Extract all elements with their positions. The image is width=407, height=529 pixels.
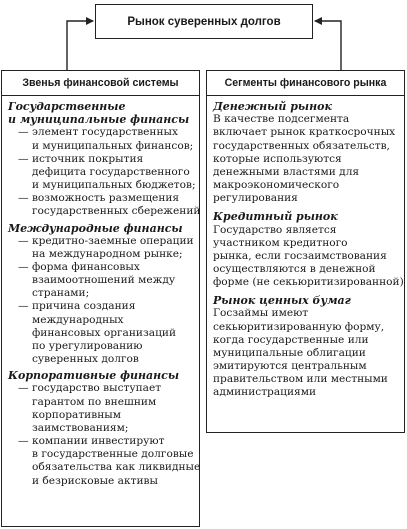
- root-node-box: [95, 4, 313, 39]
- market-section-line: рынка, если госзаимствования: [213, 249, 387, 262]
- list-item: [8, 153, 195, 192]
- list-item-line: — компании инвестируют: [18, 435, 165, 448]
- list-item: [8, 235, 195, 261]
- market-section-line: участником кредитного: [213, 236, 348, 249]
- root-node-title: Рынок суверенных долгов: [127, 15, 281, 28]
- list-item: [8, 126, 195, 152]
- section-title-line: Корпоративные финансы: [8, 369, 180, 383]
- financial-market-body: [207, 96, 404, 400]
- list-item-line: — возможность размещения: [18, 192, 180, 205]
- market-section-line: включает рынок краткосрочных: [213, 126, 396, 139]
- list-item-line: дефицита государственного: [32, 165, 190, 178]
- market-section-line: государственных обязательств,: [213, 139, 390, 152]
- financial-market-box: [206, 70, 405, 433]
- market-section-line: регулирования: [213, 192, 298, 205]
- system-section-title: [8, 369, 195, 382]
- market-section-line: осуществляются в денежной: [213, 262, 376, 275]
- list-item-line: и безрисковые активы: [32, 474, 158, 487]
- list-item-line: — элемент государственных: [18, 126, 178, 139]
- list-item-line: на международном рынке;: [32, 247, 183, 260]
- list-item: [8, 300, 195, 366]
- market-section-line: секьюритизированную форму,: [213, 320, 385, 333]
- market-section-title: Рынок ценных бумаг: [213, 294, 351, 308]
- market-section-line: муниципальные облигации: [213, 346, 366, 359]
- list-item: [8, 382, 195, 435]
- market-section-line: правительством или местными: [213, 373, 388, 386]
- section-title-line: Государственные: [8, 100, 126, 113]
- list-item-line: и муниципальных финансов;: [32, 139, 194, 152]
- list-item: [8, 192, 201, 218]
- list-item-line: взаимоотношений между: [32, 274, 176, 287]
- market-section-line: администрациями: [213, 386, 317, 399]
- market-section-line: которые используются: [213, 152, 342, 165]
- list-item: [8, 261, 195, 300]
- right-connector-arrow: [315, 21, 341, 70]
- list-item-line: — государство выступает: [18, 382, 162, 395]
- list-item-line: странами;: [32, 287, 90, 300]
- list-item-line: — источник покрытия: [18, 152, 144, 165]
- list-item-line: международных: [32, 313, 124, 326]
- market-section-line: В качестве подсегмента: [213, 113, 350, 126]
- list-item-line: — причина создания: [18, 300, 136, 313]
- market-section-line: Государство является: [213, 223, 337, 236]
- financial-system-body: [2, 96, 199, 488]
- section-title-line: и муниципальные финансы: [8, 113, 190, 127]
- list-item-line: и муниципальных бюджетов;: [32, 179, 196, 192]
- list-item-line: — кредитно-заемные операции: [18, 234, 194, 247]
- section-title-line: Международные финансы: [8, 221, 183, 235]
- financial-market-header: Сегменты финансового рынка: [207, 71, 404, 96]
- market-section-line: Госзаймы имеют: [213, 307, 309, 320]
- list-item-line: государственных сбережений: [32, 205, 201, 218]
- list-item-line: гарантом по внешним: [32, 395, 157, 408]
- list-item-line: — форма финансовых: [18, 261, 140, 274]
- market-section-line: макроэкономического: [213, 178, 340, 191]
- list-item-line: заимствованиям;: [32, 421, 129, 434]
- market-section-line: когда государственные или: [213, 333, 369, 346]
- list-item-line: по урегулированию: [32, 339, 143, 352]
- system-section-title: [8, 222, 195, 235]
- financial-system-box: [1, 70, 200, 527]
- market-section-title: Кредитный рынок: [213, 210, 338, 224]
- list-item-line: обязательства как ликвидные: [32, 461, 201, 474]
- market-section-title: Денежный рынок: [213, 100, 332, 113]
- list-item-line: корпоративным: [32, 408, 121, 421]
- market-section-line: эмитируются центральным: [213, 360, 367, 373]
- list-item-line: в государственные долговые: [32, 448, 194, 461]
- list-item-line: финансовых организаций: [32, 326, 177, 339]
- list-item-line: суверенных долгов: [32, 353, 139, 366]
- system-section-title: [8, 100, 195, 126]
- left-connector-arrow: [67, 21, 93, 70]
- financial-system-header: Звенья финансовой системы: [2, 71, 199, 96]
- market-section-line: форме (не секьюритизированной): [213, 276, 404, 289]
- list-item: [8, 435, 201, 488]
- market-section-line: денежными властями для: [213, 165, 360, 178]
